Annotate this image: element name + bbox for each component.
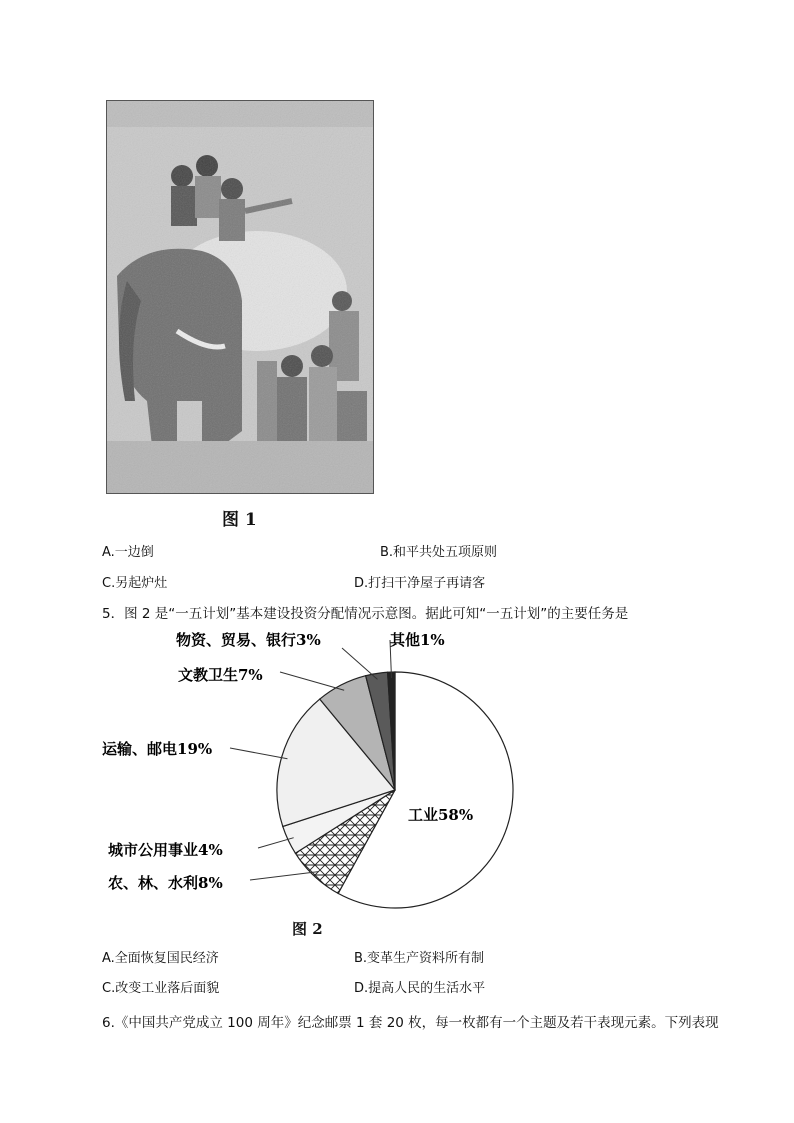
- figure-2-pie-chart: [90, 630, 530, 920]
- slice-label-urban-utilities: 城市公用事业4%: [108, 841, 223, 859]
- figure-1-photo: [106, 100, 374, 494]
- figure-1-caption: 图 1: [222, 510, 257, 530]
- q6-stem: 6.《中国共产党成立 100 周年》纪念邮票 1 套 20 枚，每一枚都有一个主题及若干表现元素。下列表现: [102, 1015, 719, 1031]
- slice-label-agriculture: 农、林、水利8%: [108, 874, 223, 892]
- elephant-parade-illustration: [107, 101, 373, 493]
- q5-option-d[interactable]: D.提高人民的生活水平: [354, 981, 486, 996]
- q5-option-b[interactable]: B.变革生产资料所有制: [354, 951, 485, 966]
- leader-line-agriculture: [250, 872, 318, 880]
- leader-line-transport-post: [230, 748, 287, 759]
- slice-label-other: 其他1%: [390, 631, 445, 649]
- leader-line-materials-trade: [342, 648, 377, 679]
- figure-2-caption: 图 2: [292, 920, 323, 938]
- q4-option-c[interactable]: C.另起炉灶: [102, 576, 168, 591]
- slice-label-industry: 工业58%: [408, 806, 474, 824]
- q5-stem: 5．图 2 是“一五计划”基本建设投资分配情况示意图。据此可知“一五计划”的主要任务是: [102, 606, 629, 622]
- leader-line-urban-utilities: [258, 838, 294, 848]
- slice-label-transport-post: 运输、邮电19%: [102, 740, 213, 758]
- q5-option-c[interactable]: C.改变工业落后面貌: [102, 981, 220, 996]
- leader-line-culture-health: [280, 672, 344, 690]
- q5-option-a[interactable]: A.全面恢复国民经济: [102, 951, 219, 966]
- q4-option-b[interactable]: B.和平共处五项原则: [380, 545, 498, 560]
- q4-option-d[interactable]: D.打扫干净屋子再请客: [354, 576, 486, 591]
- slice-label-materials-trade: 物资、贸易、银行3%: [176, 631, 321, 649]
- q4-option-a[interactable]: A.一边倒: [102, 545, 154, 560]
- slice-label-culture-health: 文教卫生7%: [178, 666, 263, 684]
